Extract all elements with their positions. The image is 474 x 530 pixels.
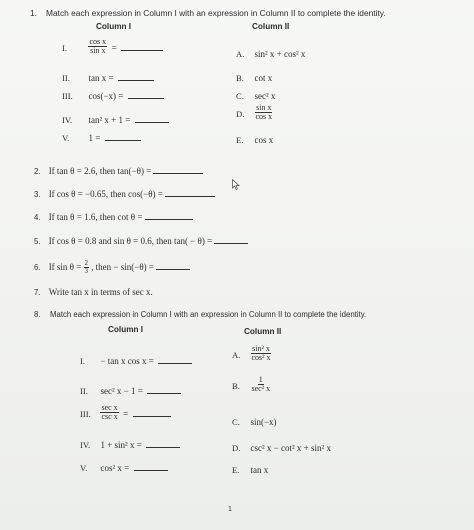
q5: 5. If cos θ = 0.8 and sin θ = 0.6, then tan( − θ) = [34, 236, 248, 246]
q1-left-item-3: III. cos(−x) = [62, 86, 164, 104]
q6-answer-blank[interactable] [156, 262, 190, 270]
q3: 3. If cos θ = −0.65, then cos(−θ) = [34, 189, 215, 199]
q8-right-item-c: C. sin(−x) [232, 417, 277, 427]
q8-column-2-header: Column II [244, 327, 282, 336]
page-number: 1 [228, 506, 232, 513]
mouse-pointer-icon [232, 179, 240, 190]
q2-answer-blank[interactable] [153, 166, 203, 174]
q8-answer-blank-5[interactable] [134, 463, 168, 471]
q5-answer-blank[interactable] [214, 236, 248, 244]
q8-number: 8. [34, 310, 41, 319]
q8-right-item-a: A. $\frac{\text{sin² x}}{\text{cos² x}}$ [232, 344, 271, 363]
q8-instruction: Match each expression in Column I with an expression in Column II to complete the identity. [50, 310, 367, 319]
q1-answer-blank-5[interactable] [105, 133, 141, 141]
q8-right-item-b: B. $\frac{1}{\text{sec² x}}$ [232, 375, 271, 394]
q1-right-item-e: E. cos x [236, 135, 274, 145]
q1-column-2-header: Column II [252, 22, 290, 31]
q1-answer-blank-1[interactable] [121, 43, 163, 51]
q6: 6. If sin θ = $\frac{2}{3}$ , then − sin(−θ) = [34, 260, 190, 276]
q1-column-1-header: Column I [96, 22, 132, 31]
q1-right-item-d: D. $\frac{\text{sin x}}{\text{cos x}}$ [236, 103, 273, 122]
q8-right-item-d: D. csc² x − cot² x + sin² x [232, 443, 331, 453]
q1-answer-blank-4[interactable] [135, 115, 169, 123]
q8-answer-blank-2[interactable] [147, 386, 181, 394]
q1-instruction: Match each expression in Column I with an expression in Column II to complete the identity. [46, 8, 386, 18]
q8-left-item-1: I. − tan x cos x = [80, 351, 192, 369]
q4: 4. If tan θ = 1.6, then cot θ = [34, 212, 193, 222]
q8-left-item-4: IV. 1 + sin² x = [80, 435, 180, 453]
q1-left-item-4: IV. tan² x + 1 = [62, 110, 169, 128]
q1-left-item-5: V. 1 = [62, 128, 141, 146]
q8-answer-blank-1[interactable] [158, 356, 192, 364]
q8-left-item-2: II. sec² x − 1 = [80, 381, 181, 399]
q4-answer-blank[interactable] [145, 212, 193, 220]
q1-left-item-1: I. $\frac{\text{cos x}}{\text{sin x}}$ = [62, 38, 163, 56]
q1-answer-blank-2[interactable] [118, 73, 154, 81]
q8-answer-blank-3[interactable] [133, 409, 171, 417]
q8-left-item-3: III. $\frac{\text{sec x}}{\text{csc x}}$ = [80, 404, 171, 422]
q1-left-label: I. [62, 43, 68, 54]
q8-left-item-5: V. cos² x = [80, 458, 168, 476]
q1-right-item-c: C. sec² x [236, 91, 276, 101]
q1-number: 1. [30, 8, 37, 18]
q8-right-item-e: E. tan x [232, 465, 269, 475]
q2: 2. If tan θ = 2.6, then tan(−θ) = [34, 166, 203, 176]
q8-column-1-header: Column I [108, 325, 144, 334]
q1-right-item-a: A. sin² x + cos² x [236, 49, 306, 59]
q1-right-item-b: B. cot x [236, 73, 273, 83]
q1-left-fraction: $\frac{\text{cos x}}{\text{sin x}}$ [89, 37, 107, 56]
q7: 7. Write tan x in terms of sec x. [34, 287, 153, 297]
q1-answer-blank-3[interactable] [128, 91, 164, 99]
q3-answer-blank[interactable] [165, 189, 215, 197]
q1-left-item-2: II. tan x = [62, 68, 154, 86]
q8-answer-blank-4[interactable] [146, 440, 180, 448]
